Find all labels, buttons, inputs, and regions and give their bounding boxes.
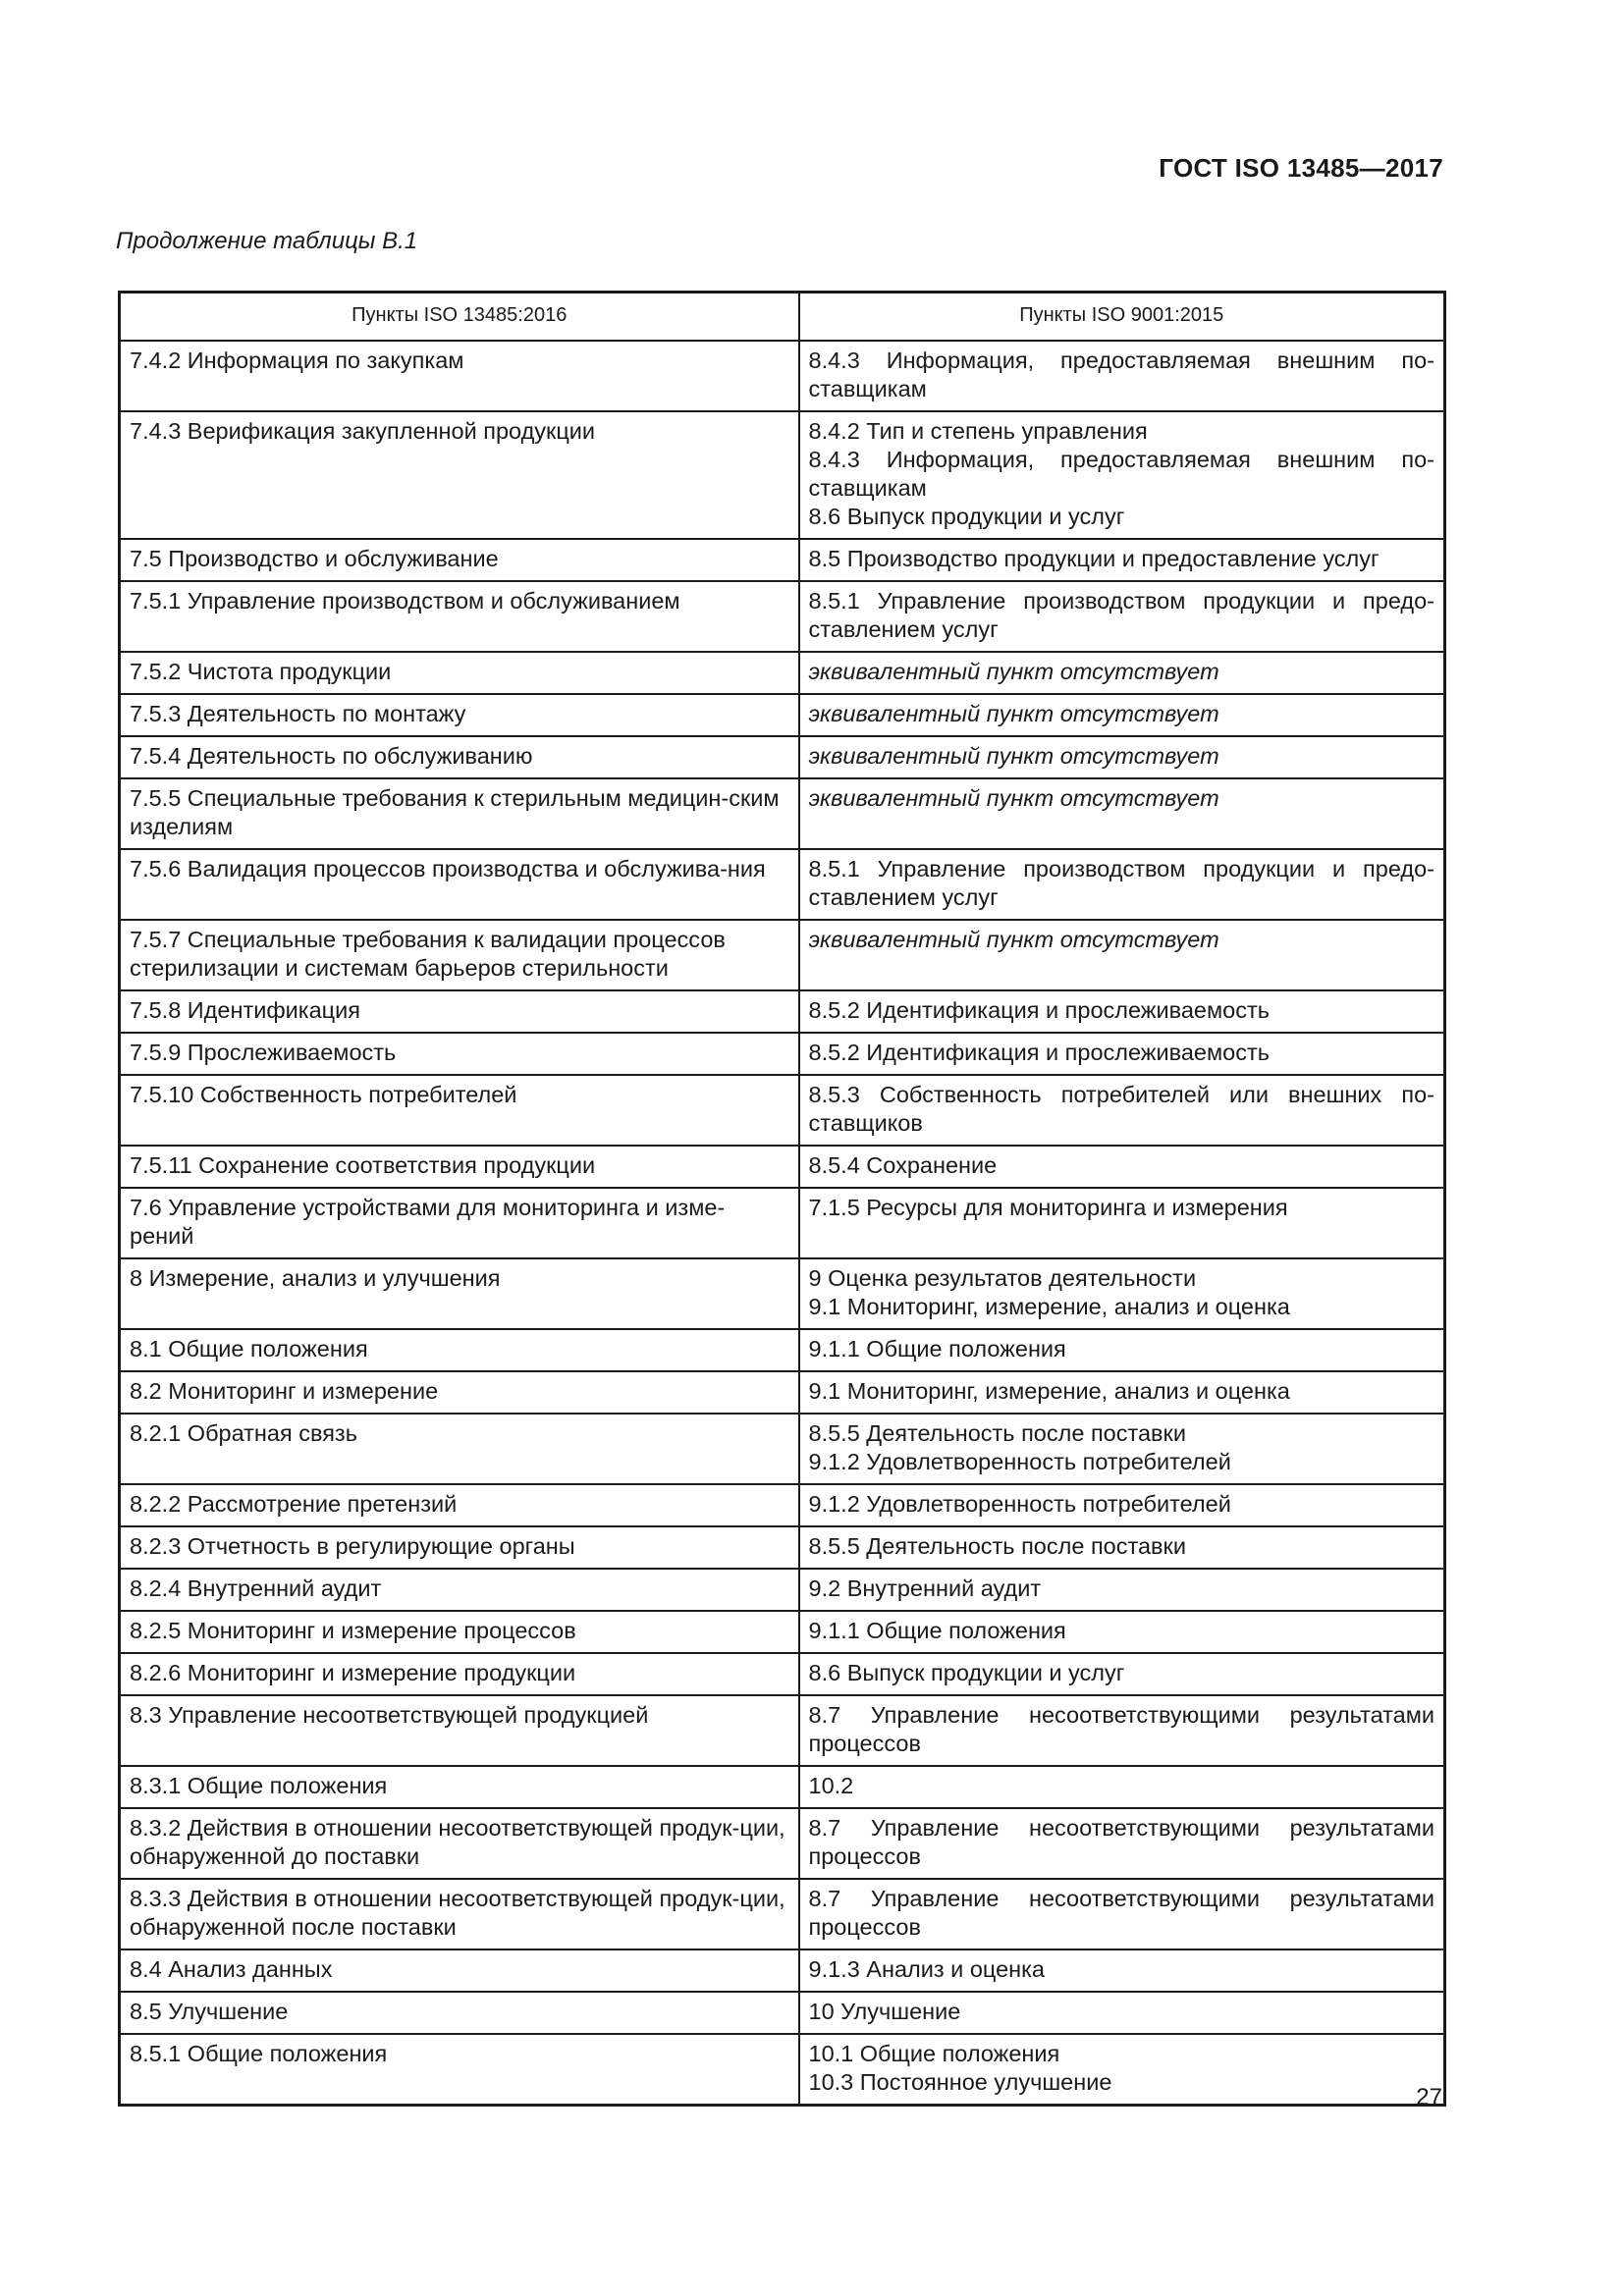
- table-row: [120, 990, 1445, 1033]
- iso9001-clause-cell: [799, 1414, 1445, 1484]
- iso9001-clause-cell: [799, 411, 1445, 539]
- iso9001-clause-text: 8.5.1 Управление производством продукции и предо-ставлением услуг: [808, 856, 1434, 910]
- iso9001-clause-text: 10.3 Постоянное улучшение: [808, 2069, 1112, 2095]
- page-number: 27: [1416, 2084, 1442, 2110]
- iso13485-clause-text: 7.5.4 Деятельность по обслуживанию: [130, 743, 533, 769]
- iso13485-clause-text: 7.4.3 Верификация закупленной продукции: [130, 418, 596, 444]
- correspondence-table-container: [118, 291, 1443, 2107]
- iso9001-clause-text: 10 Улучшение: [808, 1999, 961, 2024]
- iso9001-clause-text: 8.7 Управление несоответствующими результатами процессов: [808, 1702, 1434, 1756]
- iso9001-clause-text: 8.5.3 Собственность потребителей или внешних по-ставщиков: [808, 1082, 1434, 1136]
- iso13485-clause-text: 7.5.11 Сохранение соответствия продукции: [130, 1152, 596, 1178]
- iso13485-clause-text: 7.4.2 Информация по закупкам: [130, 347, 464, 373]
- iso9001-clause-cell: [799, 1484, 1445, 1526]
- table-row: [120, 1569, 1445, 1611]
- iso13485-clause-cell: [120, 1611, 799, 1653]
- iso9001-clause-cell: [799, 652, 1445, 694]
- iso13485-clause-text: 8.1 Общие положения: [130, 1336, 368, 1362]
- iso13485-clause-cell: [120, 1075, 799, 1146]
- iso9001-clause-cell: [799, 1695, 1445, 1766]
- iso13485-clause-cell: [120, 1371, 799, 1414]
- iso9001-clause-cell: [799, 1188, 1445, 1258]
- iso9001-clause-cell: [799, 1653, 1445, 1695]
- iso9001-clause-cell: [799, 1879, 1445, 1949]
- iso13485-clause-cell: [120, 1949, 799, 1992]
- iso13485-clause-text: 8.3 Управление несоответствующей продукцией: [130, 1702, 649, 1728]
- iso13485-clause-text: 7.5.1 Управление производством и обслуживанием: [130, 588, 680, 614]
- iso13485-clause-text: 8.2.1 Обратная связь: [130, 1420, 357, 1446]
- iso9001-clause-cell: [799, 1569, 1445, 1611]
- iso13485-clause-text: 8.5.1 Общие положения: [130, 2041, 388, 2066]
- table-row: [120, 1146, 1445, 1188]
- iso13485-clause-cell: [120, 920, 799, 990]
- iso9001-clause-cell: [799, 1329, 1445, 1371]
- iso13485-clause-text: 8.4 Анализ данных: [130, 1956, 333, 1982]
- iso13485-clause-text: 7.5.7 Специальные требования к валидации процессов стерилизации и системам барьеров стерильности: [130, 927, 726, 981]
- table-row: [120, 1371, 1445, 1414]
- iso13485-clause-text: 8 Измерение, анализ и улучшения: [130, 1265, 501, 1291]
- table-row: [120, 539, 1445, 581]
- iso13485-clause-cell: [120, 778, 799, 849]
- iso9001-clause-cell: [799, 539, 1445, 581]
- iso9001-clause-cell: [799, 1526, 1445, 1569]
- table-row: [120, 694, 1445, 736]
- no-equivalent-note: эквивалентный пункт отсутствует: [808, 927, 1219, 952]
- iso13485-clause-cell: [120, 1033, 799, 1075]
- iso9001-clause-text: 9.1.3 Анализ и оценка: [808, 1956, 1045, 1982]
- iso9001-clause-cell: [799, 1146, 1445, 1188]
- no-equivalent-note: эквивалентный пункт отсутствует: [808, 785, 1219, 811]
- table-header-row: [120, 293, 1445, 342]
- iso9001-clause-cell: [799, 990, 1445, 1033]
- table-row: [120, 1075, 1445, 1146]
- iso13485-clause-cell: [120, 581, 799, 652]
- table-row: [120, 1879, 1445, 1949]
- iso13485-clause-text: 7.5.2 Чистота продукции: [130, 659, 392, 684]
- iso9001-clause-text: 9.1.2 Удовлетворенность потребителей: [808, 1449, 1231, 1474]
- iso13485-clause-cell: [120, 539, 799, 581]
- iso9001-clause-text: 9.1 Мониторинг, измерение, анализ и оценка: [808, 1378, 1290, 1404]
- column-header-iso9001: Пункты ISO 9001:2015: [799, 293, 1445, 342]
- table-row: [120, 1949, 1445, 1992]
- iso9001-clause-cell: [799, 1258, 1445, 1329]
- table-row: [120, 1033, 1445, 1075]
- iso13485-clause-cell: [120, 1695, 799, 1766]
- iso9001-clause-text: 8.5.5 Деятельность после поставки: [808, 1533, 1186, 1559]
- iso13485-clause-text: 8.2.6 Мониторинг и измерение продукции: [130, 1660, 576, 1685]
- iso13485-clause-text: 7.5.3 Деятельность по монтажу: [130, 701, 466, 726]
- correspondence-table: [118, 291, 1446, 2107]
- iso9001-clause-text: 9 Оценка результатов деятельности: [808, 1265, 1197, 1291]
- iso13485-clause-cell: [120, 1569, 799, 1611]
- iso13485-clause-cell: [120, 849, 799, 920]
- iso9001-clause-text: 9.2 Внутренний аудит: [808, 1575, 1042, 1601]
- table-row: [120, 1414, 1445, 1484]
- no-equivalent-note: эквивалентный пункт отсутствует: [808, 659, 1219, 684]
- table-row: [120, 1526, 1445, 1569]
- iso13485-clause-text: 7.5.9 Прослеживаемость: [130, 1040, 397, 1065]
- iso13485-clause-cell: [120, 1992, 799, 2034]
- document-standard-header: ГОСТ ISO 13485—2017: [1159, 153, 1443, 183]
- iso13485-clause-cell: [120, 1258, 799, 1329]
- table-row: [120, 1992, 1445, 2034]
- iso13485-clause-cell: [120, 990, 799, 1033]
- iso9001-clause-text: 8.5.2 Идентификация и прослеживаемость: [808, 997, 1270, 1023]
- table-row: [120, 581, 1445, 652]
- iso13485-clause-text: 8.2.4 Внутренний аудит: [130, 1575, 382, 1601]
- iso13485-clause-text: 7.5.8 Идентификация: [130, 997, 360, 1023]
- table-row: [120, 411, 1445, 539]
- table-row: [120, 920, 1445, 990]
- iso13485-clause-text: 8.5 Улучшение: [130, 1999, 289, 2024]
- table-row: [120, 778, 1445, 849]
- iso9001-clause-cell: [799, 778, 1445, 849]
- iso13485-clause-text: 8.3.2 Действия в отношении несоответствующей продук-ции, обнаруженной до поставки: [130, 1815, 785, 1869]
- iso9001-clause-cell: [799, 2034, 1445, 2106]
- iso9001-clause-cell: [799, 920, 1445, 990]
- table-row: [120, 2034, 1445, 2106]
- iso13485-clause-text: 7.5.10 Собственность потребителей: [130, 1082, 517, 1107]
- iso9001-clause-text: 9.1.2 Удовлетворенность потребителей: [808, 1491, 1231, 1517]
- iso9001-clause-text: 8.5.1 Управление производством продукции и предо-ставлением услуг: [808, 588, 1434, 642]
- iso13485-clause-cell: [120, 1808, 799, 1879]
- table-row: [120, 736, 1445, 778]
- iso13485-clause-cell: [120, 2034, 799, 2106]
- iso13485-clause-cell: [120, 1146, 799, 1188]
- iso13485-clause-text: 7.5.5 Специальные требования к стерильным медицин-ским изделиям: [130, 785, 780, 839]
- iso13485-clause-cell: [120, 341, 799, 411]
- iso13485-clause-cell: [120, 1766, 799, 1808]
- iso9001-clause-text: 8.6 Выпуск продукции и услуг: [808, 1660, 1125, 1685]
- table-row: [120, 1695, 1445, 1766]
- iso13485-clause-text: 8.2.2 Рассмотрение претензий: [130, 1491, 458, 1517]
- iso9001-clause-cell: [799, 694, 1445, 736]
- iso9001-clause-text: 8.7 Управление несоответствующими результатами процессов: [808, 1815, 1434, 1869]
- iso13485-clause-cell: [120, 652, 799, 694]
- iso13485-clause-cell: [120, 1484, 799, 1526]
- iso13485-clause-text: 8.2.3 Отчетность в регулирующие органы: [130, 1533, 575, 1559]
- iso9001-clause-cell: [799, 1075, 1445, 1146]
- iso9001-clause-text: 8.5 Производство продукции и предоставление услуг: [808, 546, 1380, 571]
- table-row: [120, 1808, 1445, 1879]
- table-row: [120, 1653, 1445, 1695]
- table-body: [120, 341, 1445, 2106]
- table-row: [120, 1258, 1445, 1329]
- iso13485-clause-cell: [120, 411, 799, 539]
- iso9001-clause-text: 9.1.1 Общие положения: [808, 1336, 1066, 1362]
- iso9001-clause-cell: [799, 849, 1445, 920]
- iso9001-clause-text: 8.6 Выпуск продукции и услуг: [808, 504, 1125, 529]
- iso9001-clause-text: 8.7 Управление несоответствующими результатами процессов: [808, 1886, 1434, 1940]
- iso13485-clause-cell: [120, 1414, 799, 1484]
- table-row: [120, 1766, 1445, 1808]
- iso9001-clause-cell: [799, 736, 1445, 778]
- no-equivalent-note: эквивалентный пункт отсутствует: [808, 701, 1219, 726]
- iso13485-clause-text: 8.3.3 Действия в отношении несоответствующей продук-ции, обнаруженной после поставки: [130, 1886, 785, 1940]
- iso9001-clause-text: 8.5.4 Сохранение: [808, 1152, 998, 1178]
- table-row: [120, 1329, 1445, 1371]
- iso9001-clause-text: 9.1 Мониторинг, измерение, анализ и оценка: [808, 1294, 1290, 1319]
- iso9001-clause-cell: [799, 1766, 1445, 1808]
- iso9001-clause-text: 8.5.2 Идентификация и прослеживаемость: [808, 1040, 1270, 1065]
- iso13485-clause-cell: [120, 1879, 799, 1949]
- table-row: [120, 652, 1445, 694]
- iso9001-clause-cell: [799, 1808, 1445, 1879]
- iso9001-clause-cell: [799, 341, 1445, 411]
- table-row: [120, 1611, 1445, 1653]
- table-row: [120, 1188, 1445, 1258]
- no-equivalent-note: эквивалентный пункт отсутствует: [808, 743, 1219, 769]
- iso9001-clause-text: 8.4.2 Тип и степень управления: [808, 418, 1148, 444]
- iso9001-clause-text: 9.1.1 Общие положения: [808, 1618, 1066, 1643]
- iso9001-clause-text: 8.4.3 Информация, предоставляемая внешним по-ставщикам: [808, 447, 1434, 501]
- iso9001-clause-cell: [799, 1992, 1445, 2034]
- iso9001-clause-cell: [799, 1949, 1445, 1992]
- iso9001-clause-text: 10.2: [808, 1773, 854, 1798]
- iso13485-clause-cell: [120, 1653, 799, 1695]
- iso13485-clause-cell: [120, 1188, 799, 1258]
- iso9001-clause-cell: [799, 1371, 1445, 1414]
- iso13485-clause-cell: [120, 736, 799, 778]
- iso9001-clause-cell: [799, 1611, 1445, 1653]
- iso9001-clause-text: 7.1.5 Ресурсы для мониторинга и измерения: [808, 1195, 1288, 1220]
- iso13485-clause-cell: [120, 694, 799, 736]
- iso13485-clause-cell: [120, 1329, 799, 1371]
- iso9001-clause-text: 8.5.5 Деятельность после поставки: [808, 1420, 1186, 1446]
- iso9001-clause-text: 8.4.3 Информация, предоставляемая внешним по-ставщикам: [808, 347, 1434, 401]
- iso13485-clause-text: 7.5 Производство и обслуживание: [130, 546, 499, 571]
- iso9001-clause-cell: [799, 1033, 1445, 1075]
- iso13485-clause-text: 8.2 Мониторинг и измерение: [130, 1378, 439, 1404]
- iso13485-clause-text: 8.2.5 Мониторинг и измерение процессов: [130, 1618, 576, 1643]
- iso9001-clause-cell: [799, 581, 1445, 652]
- column-header-iso13485: Пункты ISO 13485:2016: [120, 293, 799, 342]
- iso9001-clause-text: 10.1 Общие положения: [808, 2041, 1060, 2066]
- iso13485-clause-cell: [120, 1526, 799, 1569]
- table-row: [120, 341, 1445, 411]
- iso13485-clause-text: 7.6 Управление устройствами для мониторинга и изме-рений: [130, 1195, 726, 1249]
- iso13485-clause-text: 8.3.1 Общие положения: [130, 1773, 388, 1798]
- table-caption: Продолжение таблицы В.1: [116, 228, 418, 254]
- table-row: [120, 849, 1445, 920]
- table-row: [120, 1484, 1445, 1526]
- iso13485-clause-text: 7.5.6 Валидация процессов производства и обслужива-ния: [130, 856, 766, 881]
